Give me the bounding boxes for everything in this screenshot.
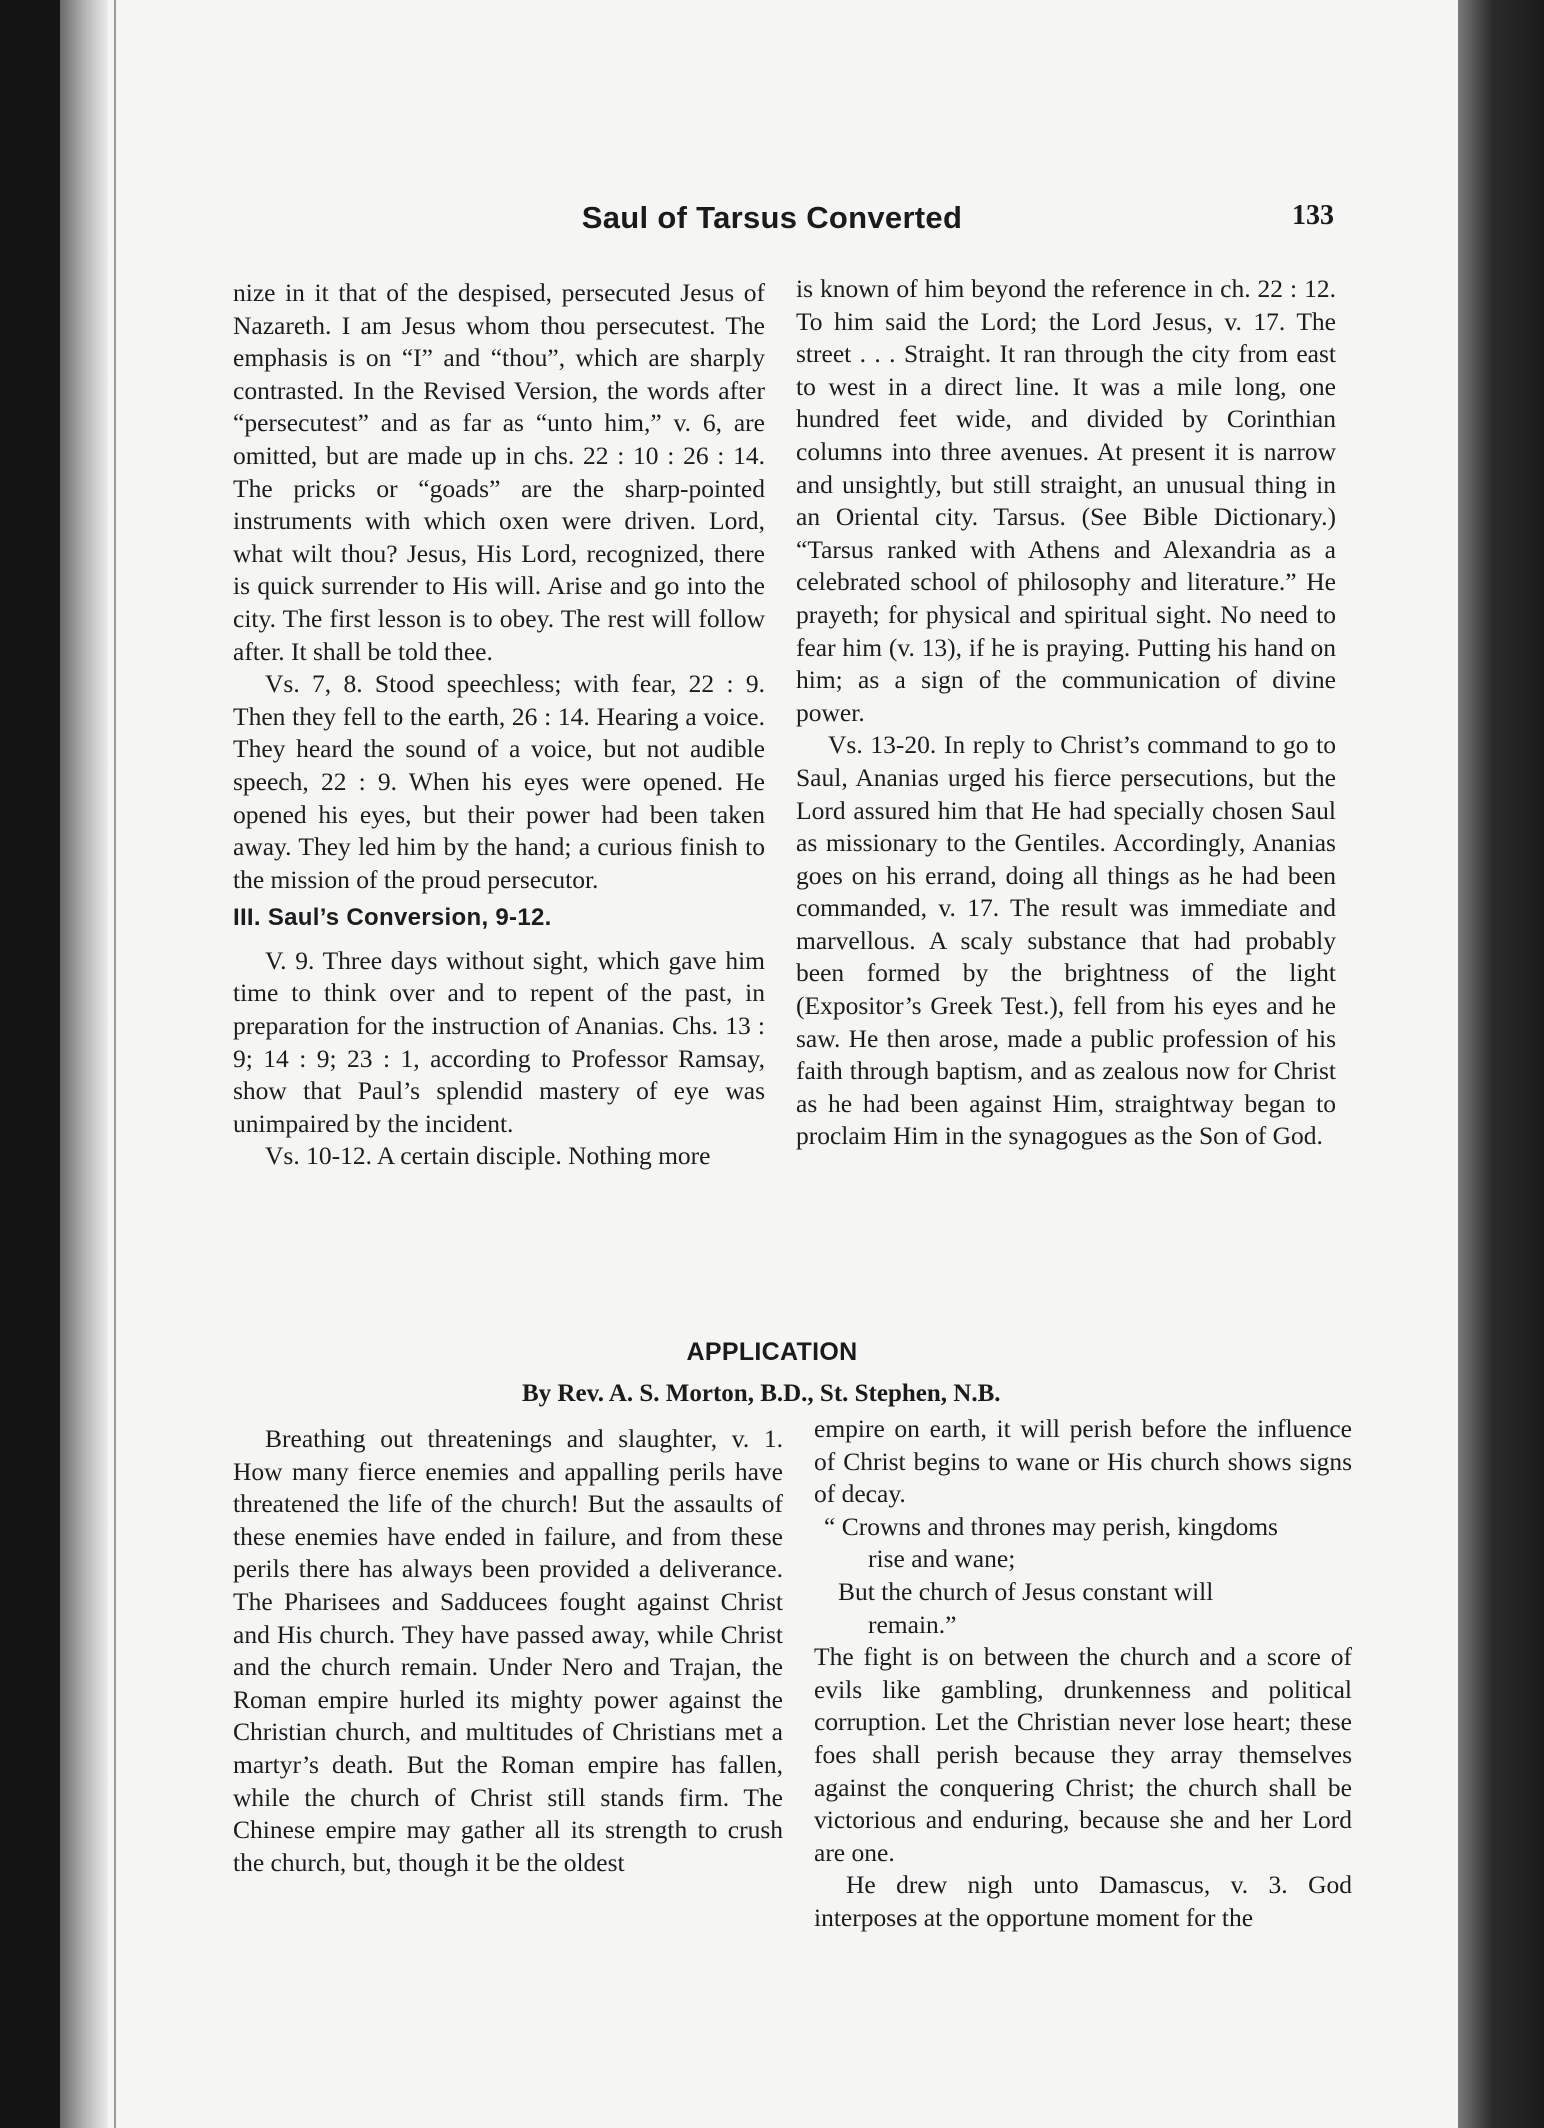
verse-line: remain.” [868,1609,957,1639]
paragraph: empire on earth, it will perish before the influence of Christ begins to wane or His church shows signs of decay. [814,1414,1352,1509]
right-column-top [796,273,1336,1153]
paragraph: He drew nigh unto Damascus, v. 3. God interposes at the opportune moment for the [814,1870,1352,1932]
application-title: APPLICATION [686,1338,858,1366]
paragraph: Vs. 7, 8. Stood speechless; with fear, 22 : 9. Then they fell to the earth, 26 : 14. Hearing a voice. They heard the sound of a voice, but not audible speech, 22 : 9. When his eyes were opened. He opened his eyes, but their power had been taken away. They led him by the hand; a curious finish to the mission of the proud persecutor. [233,669,765,894]
binding-shadow [60,0,108,2128]
left-column-top [233,277,765,1173]
paragraph: The fight is on between the church and a score of evils like gambling, drunkenness and political corruption. Let the Christian never lose heart; these foes shall perish because they array themselves against the conquering Christ; the church shall be victorious and enduring, because she and her Lord are one. [814,1642,1352,1867]
verse-line: But the church of Jesus constant will [838,1576,1214,1606]
left-column-bottom [233,1423,783,1879]
application-author: By Rev. A. S. Morton, B.D., St. Stephen, N.B. [522,1380,1001,1407]
verse-line: “ Crowns and thrones may perish, kingdoms [824,1511,1278,1541]
running-head: Saul of Tarsus Converted [581,200,963,235]
verse-line: rise and wane; [868,1544,1016,1574]
page-number: 133 [1292,200,1334,231]
paragraph: nize in it that of the despised, persecuted Jesus of Nazareth. I am Jesus whom thou persecutest. The emphasis is on “I” and “thou”, which are sharply contrasted. In the Revised Version, the words after “persecutest” and as far as “unto him,” v. 6, are omitted, but are made up in chs. 22 : 10 : 26 : 14. The pricks or “goads” are the sharp-pointed instruments with which oxen were driven. Lord, what wilt thou? Jesus, His Lord, recognized, there is quick surrender to His will. Arise and go into the city. The first lesson is to obey. The rest will follow after. It shall be told thee. [233,278,765,666]
section-heading: III. Saul’s Conversion, 9-12. [233,904,552,932]
page-edge-shadow [1458,0,1544,2128]
paragraph: Vs. 13-20. In reply to Christ’s command to go to Saul, Ananias urged his fierce persecutions, but the Lord assured him that He had specially chosen Saul as missionary to the Gentiles. Accordingly, Ananias goes on his errand, doing all things as he had been commanded, v. 17. The result was immediate and marvellous. A scaly substance that had probably been formed by the brightness of the light (Expositor’s Greek Test.), fell from his eyes and he saw. He then arose, made a public profession of his faith through baptism, and as zealous now for Christ as he had been against Him, straightway began to proclaim Him in the synagogues as the Son of God. [796,730,1336,1151]
paragraph: V. 9. Three days without sight, which gave him time to think over and to repent of the past, in preparation for the instruction of Ananias. Chs. 13 : 9; 14 : 9; 23 : 1, according to Professor Ramsay, show that Paul’s splendid mastery of eye was unimpaired by the incident. [233,945,765,1138]
binding-line [114,0,116,2128]
paragraph: Breathing out threatenings and slaughter, v. 1. How many fierce enemies and appalling perils have threatened the life of the church! But the assaults of these enemies have ended in failure, and from these perils there has always been provided a deliverance. The Pharisees and Sadducees fought against Christ and His church. They have passed away, while Christ and the church remain. Under Nero and Trajan, the Roman empire hurled its mighty power against the Christian church, and multitudes of Christians met a martyr’s death. But the Roman empire has fallen, while the church of Christ still stands firm. The Chinese empire may gather all its strength to crush the church, but, though it be the oldest [233,1424,783,1877]
paragraph: is known of him beyond the reference in ch. 22 : 12. To him said the Lord; the Lord Jesus, v. 17. The street . . . Straight. It ran through the city from east to west in a direct line. It was a mile long, one hundred feet wide, and divided by Corinthian columns into three avenues. At present it is narrow and unsightly, but still straight, an unusual thing in an Oriental city. Tarsus. (See Bible Dictionary.) “Tarsus ranked with Athens and Alexandria as a celebrated school of philosophy and literature.” He prayeth; for physical and spiritual sight. No need to fear him (v. 13), if he is praying. Putting his hand on him; as a sign of the communication of divine power. [796,274,1336,727]
right-column-bottom [814,1413,1352,1935]
paragraph: Vs. 10-12. A certain disciple. Nothing more [265,1141,711,1171]
